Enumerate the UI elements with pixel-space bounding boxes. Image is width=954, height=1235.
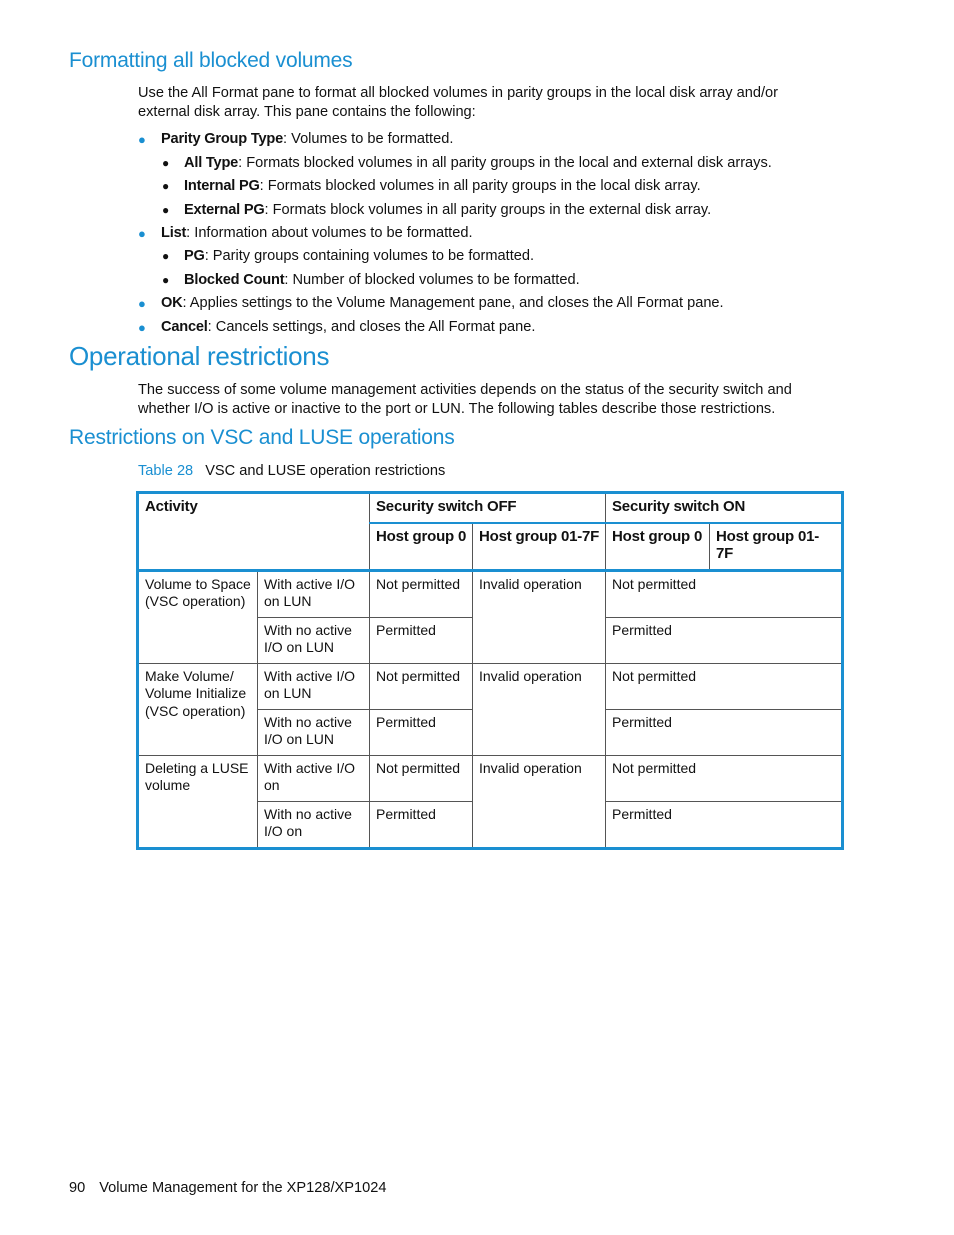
list-item bbox=[162, 154, 772, 173]
table-caption-text: VSC and LUSE operation restrictions bbox=[205, 463, 446, 479]
header-activity: Activity bbox=[138, 493, 370, 571]
cell-off-host-group-01-7f: Invalid operation bbox=[473, 663, 606, 755]
item-term: Internal PG bbox=[184, 178, 260, 194]
cell-line: (VSC operation) bbox=[145, 593, 246, 609]
cell-line: Volume to Space bbox=[145, 575, 251, 592]
item-text: : Information about volumes to be formatted. bbox=[186, 225, 473, 241]
list-item bbox=[138, 318, 536, 337]
bullet-icon: ● bbox=[138, 226, 146, 241]
bullet-icon: ● bbox=[162, 156, 170, 170]
cell-switch-on: Not permitted bbox=[606, 663, 843, 709]
cell-line: on LUN bbox=[264, 593, 312, 609]
cell-activity bbox=[138, 570, 258, 663]
bullet-icon: ● bbox=[162, 249, 170, 263]
list-item bbox=[162, 271, 580, 290]
table-header-row bbox=[138, 493, 843, 523]
cell-line: I/O on LUN bbox=[264, 731, 335, 747]
cell-line: Deleting a LUSE bbox=[145, 759, 249, 776]
bullet-icon: ● bbox=[138, 296, 146, 311]
cell-switch-on: Permitted bbox=[606, 801, 843, 848]
intro-line: Use the All Format pane to format all blocked volumes in parity groups in the local disk array and/or bbox=[138, 85, 779, 101]
item-text: : Formats blocked volumes in all parity groups in the local disk array. bbox=[259, 178, 701, 194]
intro-line: The success of some volume management activities depends on the status of the security switch and bbox=[138, 382, 792, 398]
item-term: All Type bbox=[184, 155, 239, 171]
page-number: 90 bbox=[69, 1180, 86, 1196]
list-item bbox=[162, 177, 701, 196]
cell-off-host-group-0: Not permitted bbox=[370, 755, 473, 801]
list-item bbox=[162, 247, 535, 266]
bullet-icon: ● bbox=[162, 273, 170, 287]
vsc-luse-restrictions-table bbox=[136, 491, 844, 850]
cell-line: With active I/O bbox=[264, 759, 356, 776]
cell-line: (VSC operation) bbox=[145, 702, 246, 719]
bullet-icon: ● bbox=[138, 320, 146, 335]
table-row bbox=[138, 663, 843, 709]
cell-off-host-group-01-7f: Invalid operation bbox=[473, 755, 606, 848]
cell-off-host-group-0: Permitted bbox=[370, 617, 473, 663]
cell-activity bbox=[138, 755, 258, 848]
item-term: Blocked Count bbox=[184, 272, 285, 288]
cell-line: volume bbox=[145, 777, 191, 793]
item-text: : Parity groups containing volumes to be formatted. bbox=[204, 248, 535, 264]
header-off-host-group-01-7f: Host group 01-7F bbox=[473, 523, 606, 571]
intro-line: whether I/O is active or inactive to the port or LUN. The following tables describe those restrictions. bbox=[138, 401, 776, 417]
cell-off-host-group-0: Not permitted bbox=[370, 570, 473, 617]
cell-io-state bbox=[258, 663, 370, 709]
list-item bbox=[162, 201, 712, 220]
cell-line: I/O on bbox=[264, 823, 303, 839]
section-intro-formatting bbox=[138, 84, 828, 122]
item-text: : Formats blocked volumes in all parity groups in the local and external disk arrays. bbox=[238, 155, 772, 171]
bullet-icon: ● bbox=[162, 203, 170, 217]
cell-line: With active I/O bbox=[264, 667, 356, 684]
item-term: OK bbox=[161, 295, 183, 311]
list-item bbox=[138, 294, 724, 313]
item-term: List bbox=[161, 225, 187, 241]
item-text: : Cancels settings, and closes the All Format pane. bbox=[207, 319, 536, 335]
cell-off-host-group-0: Permitted bbox=[370, 709, 473, 755]
cell-io-state bbox=[258, 755, 370, 801]
section-intro-operational bbox=[138, 381, 828, 419]
cell-io-state bbox=[258, 617, 370, 663]
cell-io-state bbox=[258, 570, 370, 617]
cell-line: I/O on LUN bbox=[264, 639, 335, 655]
cell-line: With no active bbox=[264, 805, 352, 822]
item-text: : Formats block volumes in all parity groups in the external disk array. bbox=[264, 202, 712, 218]
header-security-switch-off: Security switch OFF bbox=[370, 493, 606, 523]
list-item bbox=[138, 130, 454, 149]
cell-io-state bbox=[258, 801, 370, 848]
cell-switch-on: Not permitted bbox=[606, 570, 843, 617]
item-term: External PG bbox=[184, 202, 265, 218]
list-item bbox=[138, 224, 473, 243]
table-row bbox=[138, 755, 843, 801]
header-security-switch-on: Security switch ON bbox=[606, 493, 843, 523]
section-heading-operational: Operational restrictions bbox=[69, 341, 330, 371]
table-caption-number: Table 28 bbox=[138, 463, 194, 479]
item-text: : Applies settings to the Volume Management pane, and closes the All Format pane. bbox=[182, 295, 724, 311]
bullet-icon: ● bbox=[138, 132, 146, 147]
cell-io-state bbox=[258, 709, 370, 755]
cell-switch-on: Permitted bbox=[606, 617, 843, 663]
table-caption bbox=[138, 463, 445, 479]
cell-line: Make Volume/ bbox=[145, 667, 234, 684]
table-row bbox=[138, 570, 843, 617]
header-off-host-group-0: Host group 0 bbox=[370, 523, 473, 571]
item-text: : Volumes to be formatted. bbox=[283, 131, 454, 147]
page-footer bbox=[69, 1180, 386, 1196]
cell-off-host-group-01-7f: Invalid operation bbox=[473, 570, 606, 663]
footer-title: Volume Management for the XP128/XP1024 bbox=[99, 1180, 387, 1196]
intro-line: external disk array. This pane contains the following: bbox=[138, 104, 476, 120]
cell-line: With no active bbox=[264, 621, 352, 638]
header-on-host-group-0: Host group 0 bbox=[606, 523, 710, 571]
cell-off-host-group-0: Not permitted bbox=[370, 663, 473, 709]
cell-line: With no active bbox=[264, 713, 352, 730]
cell-switch-on: Not permitted bbox=[606, 755, 843, 801]
item-text: : Number of blocked volumes to be formatted. bbox=[284, 272, 580, 288]
cell-line: on bbox=[264, 777, 280, 793]
header-on-host-group-01-7f: Host group 01-7F bbox=[710, 523, 843, 571]
section-heading-restrictions: Restrictions on VSC and LUSE operations bbox=[69, 426, 455, 449]
item-term: Parity Group Type bbox=[161, 131, 284, 147]
item-term: PG bbox=[184, 248, 205, 264]
cell-switch-on: Permitted bbox=[606, 709, 843, 755]
section-heading-formatting: Formatting all blocked volumes bbox=[69, 49, 353, 72]
bullet-icon: ● bbox=[162, 179, 170, 193]
cell-line: on LUN bbox=[264, 685, 312, 701]
item-term: Cancel bbox=[161, 319, 208, 335]
cell-line: Volume Initialize bbox=[145, 685, 247, 701]
cell-activity bbox=[138, 663, 258, 755]
cell-off-host-group-0: Permitted bbox=[370, 801, 473, 848]
cell-line: With active I/O bbox=[264, 575, 356, 592]
